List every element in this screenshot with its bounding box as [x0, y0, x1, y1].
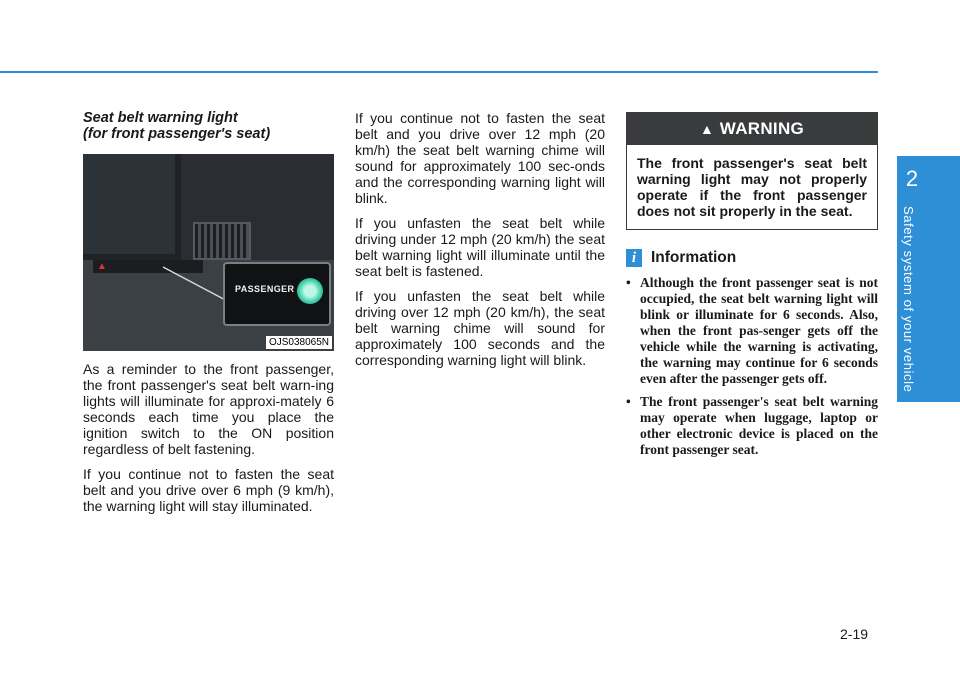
passenger-indicator-closeup — [223, 262, 331, 326]
warning-header — [627, 113, 877, 145]
warning-text: The front passenger's seat belt warning light may not properly operate if the front passenger does not sit properly in the seat. — [637, 155, 867, 219]
bullet: • — [626, 394, 631, 409]
list-item — [626, 275, 878, 387]
warning-box — [626, 112, 878, 230]
information-title: Information — [651, 249, 737, 266]
header-rule — [0, 71, 878, 73]
left-paragraph-1: As a reminder to the front passenger, the front passenger's seat belt warn-ing lights will illuminate for approxi-mately 6 seconds each time you place the ignition switch to the ON position regardless of belt fastening. — [83, 361, 334, 457]
middle-paragraph-3: If you unfasten the seat belt while driving over 12 mph (20 km/h), the seat belt warning chime will sound for approximately 100 seconds and the corresponding warning light will blink. — [355, 288, 605, 368]
information-item-1: Although the front passenger seat is not occupied, the seat belt warning light will blink or illuminate for 6 seconds. Also, when the front pas-senger gets off the vehicle while the warning is activating, the warning may continue for 6 seconds even after the passenger gets off. — [640, 275, 878, 386]
left-paragraph-2: If you continue not to fasten the seat belt and you drive over 6 mph (9 km/h), the warning light will stay illuminated. — [83, 466, 334, 514]
section-heading-line1: Seat belt warning light — [83, 110, 238, 126]
left-column — [83, 110, 334, 523]
list-item — [626, 394, 878, 458]
information-list — [626, 275, 878, 458]
image-code: OJS038065N — [266, 336, 332, 349]
middle-column — [355, 110, 605, 377]
section-heading-line2: (for front passenger's seat) — [83, 126, 271, 142]
chapter-title: Safety system of your vehicle — [901, 206, 916, 393]
information-item-2: The front passenger's seat belt warning may operate when luggage, laptop or other electronic device is placed on the front passenger seat. — [640, 394, 878, 457]
chapter-tab — [897, 156, 960, 402]
warning-triangle-icon: ▲ — [699, 121, 714, 137]
dashboard-photo — [83, 154, 334, 351]
info-icon: i — [626, 249, 642, 267]
chapter-number: 2 — [905, 166, 919, 191]
information-header — [626, 249, 878, 267]
right-column — [626, 112, 878, 465]
passenger-indicator-label: PASSENGER — [235, 284, 295, 294]
seatbelt-warning-light-icon — [297, 278, 323, 304]
warning-label: WARNING — [719, 119, 805, 138]
middle-paragraph-2: If you unfasten the seat belt while driving under 12 mph (20 km/h) the seat belt warning light will illuminate until the seat belt is fastened. — [355, 215, 605, 279]
bullet: • — [626, 275, 631, 290]
section-heading — [83, 110, 334, 142]
middle-paragraph-1: If you continue not to fasten the seat belt and you drive over 12 mph (20 km/h) the seat belt warning chime will sound for approximately 100 sec-onds and the corresponding warning light will blink. — [355, 110, 605, 206]
page-number: 2-19 — [840, 626, 869, 642]
hazard-icon: ▲ — [97, 261, 107, 272]
